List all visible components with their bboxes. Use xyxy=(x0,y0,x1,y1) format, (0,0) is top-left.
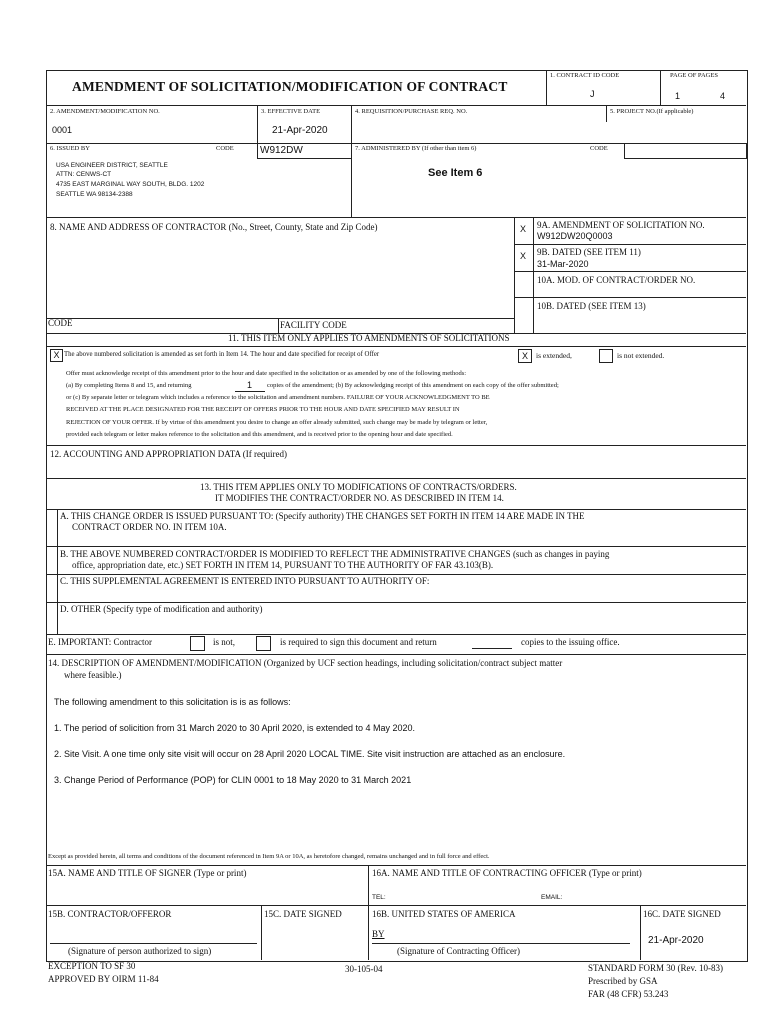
copies-value: 1 xyxy=(247,380,253,390)
copies-text: copies to the issuing office. xyxy=(521,637,620,647)
tel-label: TEL: xyxy=(372,894,386,901)
is-required-checkbox[interactable] xyxy=(256,636,271,651)
item11-line: provided each telegram or letter makes reference to the solicitation and this amendment, and is received prior to the opening hour and date specified. xyxy=(66,431,453,438)
by-label: BY xyxy=(372,929,385,939)
signature-officer-caption: (Signature of Contracting Officer) xyxy=(397,946,521,956)
item13-d: D. OTHER (Specify type of modification and authority) xyxy=(60,604,263,614)
contractor-code-label: CODE xyxy=(48,318,73,328)
extended-checkbox[interactable]: X xyxy=(518,349,532,363)
facility-code-label: FACILITY CODE xyxy=(280,320,347,330)
description-intro: The following amendment to this solicitation is is as follows: xyxy=(54,697,291,707)
item13-b-line2: office, appropriation date, etc.) SET FORTH IN ITEM 14, PURSUANT TO THE AUTHORITY OF FAR 43.103(B). xyxy=(72,560,494,570)
amend-sol-label: 9A. AMENDMENT OF SOLICITATION NO. xyxy=(537,220,705,230)
description-point: 1. The period of solicition from 31 March 2020 to 30 April 2020, is extended to 4 May 2020. xyxy=(54,723,416,733)
is-required-text: is required to sign this document and return xyxy=(280,637,437,647)
effective-date-value: 21-Apr-2020 xyxy=(272,125,328,136)
not-extended-text: is not extended. xyxy=(617,351,665,360)
dated-9b-mark: X xyxy=(520,251,527,261)
usa-label: 16B. UNITED STATES OF AMERICA xyxy=(372,909,516,919)
email-label: EMAIL: xyxy=(541,894,563,901)
exception-note: EXCEPTION TO SF 30 xyxy=(48,961,136,971)
form-title: AMENDMENT OF SOLICITATION/MODIFICATION OF CONTRACT xyxy=(72,79,508,94)
description-point: 2. Site Visit. A one time only site visit will occur on 28 April 2020 LOCAL TIME. Site visit instruction are attached as an enclosure. xyxy=(54,749,566,759)
item13-a-line1: A. THIS CHANGE ORDER IS ISSUED PURSUANT TO: (Specify authority) THE CHANGES SET FORTH IN ITEM 14 ARE MADE IN THE xyxy=(60,511,585,521)
item13-b-line1: B. THE ABOVE NUMBERED CONTRACT/ORDER IS MODIFIED TO REFLECT THE ADMINISTRATIVE CHANGES (such as changes in paying xyxy=(60,549,610,559)
amend-sol-mark: X xyxy=(520,224,527,234)
far-reference: FAR (48 CFR) 53.243 xyxy=(588,989,669,999)
project-no-label: 5. PROJECT NO.(If applicable) xyxy=(610,108,694,115)
description-label-1: 14. DESCRIPTION OF AMENDMENT/MODIFICATION (Organized by UCF section headings, including solicitation/contract subject matter xyxy=(48,658,563,668)
is-extended-text: is extended, xyxy=(536,351,572,360)
contractor-offeror-label: 15B. CONTRACTOR/OFFEROR xyxy=(48,909,172,919)
contractor-date-label: 15C. DATE SIGNED xyxy=(264,909,342,919)
amendment-no-label: 2. AMENDMENT/MODIFICATION NO. xyxy=(50,108,160,115)
mod-10a-label: 10A. MOD. OF CONTRACT/ORDER NO. xyxy=(537,275,696,285)
administered-by-label: 7. ADMINISTERED BY (If other than item 6) xyxy=(355,145,477,152)
issued-by-label: 6. ISSUED BY xyxy=(50,145,90,152)
item11-line: Offer must acknowledge receipt of this amendment prior to the hour and date specified in the solicitation or as amended by one of the following methods: xyxy=(66,370,467,377)
description-label-2: where feasible.) xyxy=(64,670,122,680)
item13-heading-1: 13. THIS ITEM APPLIES ONLY TO MODIFICATIONS OF CONTRACTS/ORDERS. xyxy=(200,482,517,492)
officer-signature-line[interactable] xyxy=(372,943,630,944)
issued-address-line: ATTN: CENWS-CT xyxy=(56,171,112,178)
issued-address-line: 4735 EAST MARGINAL WAY SOUTH, BLDG. 1202 xyxy=(56,181,205,188)
dated-9b-label: 9B. DATED (SEE ITEM 11) xyxy=(537,247,641,257)
amend-sol-value: W912DW20Q0003 xyxy=(537,231,613,241)
item11-line: copies of the amendment; (b) By acknowledging receipt of this amendment on each copy of the offer submitted; xyxy=(267,382,559,389)
effective-date-label: 3. EFFECTIVE DATE xyxy=(261,108,321,115)
signature-person-caption: (Signature of person authorized to sign) xyxy=(68,946,212,956)
contractor-address-label: 8. NAME AND ADDRESS OF CONTRACTOR (No., Street, County, State and Zip Code) xyxy=(50,222,378,232)
issued-code-label: CODE xyxy=(216,145,234,152)
issued-address-line: USA ENGINEER DISTRICT, SEATTLE xyxy=(56,162,168,169)
description-point: 3. Change Period of Performance (POP) for CLIN 0001 to 18 May 2020 to 31 March 2021 xyxy=(54,775,412,785)
dated-9b-value: 31-Mar-2020 xyxy=(537,259,589,269)
signer-name-label: 15A. NAME AND TITLE OF SIGNER (Type or print) xyxy=(48,868,247,878)
contract-id-value: J xyxy=(590,89,595,99)
dated-10b-label: 10B. DATED (SEE ITEM 13) xyxy=(537,301,646,311)
administered-code-label: CODE xyxy=(590,145,608,152)
page-of-pages-label: PAGE OF PAGES xyxy=(670,72,718,79)
item11-line: REJECTION OF YOUR OFFER. If by virtue of this amendment you desire to change an offer already submitted, such change may be made by telegram or letter, xyxy=(66,419,488,426)
page-count: 4 xyxy=(720,91,726,101)
prescribed-by: Prescribed by GSA xyxy=(588,976,658,986)
requisition-label: 4. REQUISITION/PURCHASE REQ. NO. xyxy=(355,108,468,115)
contract-id-label: 1. CONTRACT ID CODE xyxy=(550,72,620,79)
except-note: Except as provided herein, all terms and conditions of the document referenced in Item 9A or 10A, as heretofore changed, remains unchanged and in full force and effect. xyxy=(48,853,490,860)
item11-heading: 11. THIS ITEM ONLY APPLIES TO AMENDMENTS OF SOLICITATIONS xyxy=(228,333,510,343)
form-number: 30-105-04 xyxy=(345,964,383,974)
issued-code-value: W912DW xyxy=(260,145,303,156)
see-item-6: See Item 6 xyxy=(428,167,483,179)
amended-text: The above numbered solicitation is amended as set forth in Item 14. The hour and date specified for receipt of Offer xyxy=(64,351,380,358)
accounting-label: 12. ACCOUNTING AND APPROPRIATION DATA (If required) xyxy=(50,449,288,459)
officer-date-label: 16C. DATE SIGNED xyxy=(643,909,721,919)
not-extended-checkbox[interactable] xyxy=(599,349,613,363)
contractor-signature-line[interactable] xyxy=(50,943,257,944)
important-label: E. IMPORTANT: Contractor xyxy=(48,637,153,647)
item13-heading-2: IT MODIFIES THE CONTRACT/ORDER NO. AS DESCRIBED IN ITEM 14. xyxy=(215,493,504,503)
approved-note: APPROVED BY OIRM 11-84 xyxy=(48,974,159,984)
is-not-checkbox[interactable] xyxy=(190,636,205,651)
amended-checkbox[interactable]: X xyxy=(50,349,63,362)
standard-form: STANDARD FORM 30 (Rev. 10-83) xyxy=(588,963,723,973)
item11-line: RECEIVED AT THE PLACE DESIGNATED FOR THE RECEIPT OF OFFERS PRIOR TO THE HOUR AND DATE SPECIFIED MAY RESULT IN xyxy=(66,406,460,413)
officer-date-value: 21-Apr-2020 xyxy=(648,935,704,946)
item11-line: or (c) By separate letter or telegram which includes a reference to the solicitation and amendment numbers. FAILURE OF YOUR ACKNOWLEDGMENT TO BE xyxy=(66,394,490,401)
page-number: 1 xyxy=(675,91,681,101)
item11-line: (a) By completing Items 8 and 15, and returning xyxy=(66,382,192,389)
issued-address-line: SEATTLE WA 98134-2388 xyxy=(56,191,133,198)
is-not-text: is not, xyxy=(213,637,236,647)
amendment-no-value: 0001 xyxy=(52,125,73,135)
officer-name-label: 16A. NAME AND TITLE OF CONTRACTING OFFICER (Type or print) xyxy=(372,868,642,878)
item13-c: C. THIS SUPPLEMENTAL AGREEMENT IS ENTERED INTO PURSUANT TO AUTHORITY OF: xyxy=(60,576,430,586)
item13-a-line2: CONTRACT ORDER NO. IN ITEM 10A. xyxy=(72,522,227,532)
